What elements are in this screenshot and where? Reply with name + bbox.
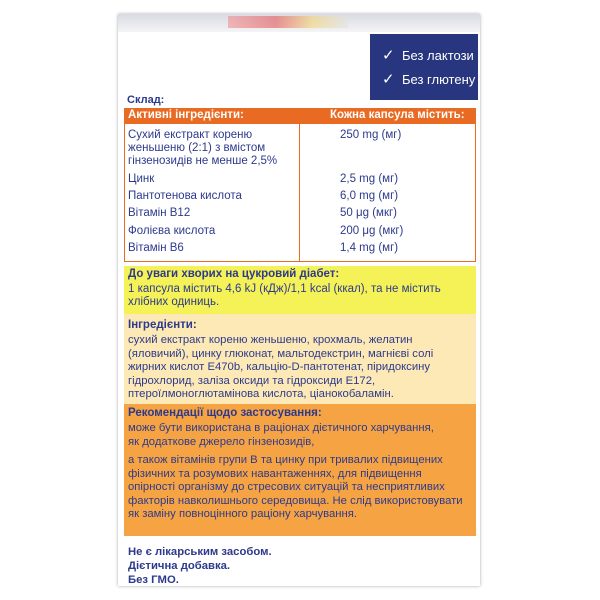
table-row-ginseng	[128, 129, 277, 168]
row-value: 200 μg (мкг)	[340, 225, 404, 237]
recommendations-heading: Рекомендації щодо застосування:	[128, 407, 322, 419]
badge-item-label: Без глютену	[402, 71, 476, 87]
ingredients-text	[128, 334, 472, 402]
diabetes-text	[128, 283, 468, 309]
text-line: фізичних та розумових навантаженнях, для підвищення	[128, 467, 422, 480]
text-line: як заміну повноцінного раціону харчування.	[128, 508, 358, 521]
composition-table-header	[124, 108, 476, 124]
box-top-edge	[118, 14, 480, 32]
recommendations-text-b	[128, 454, 474, 522]
table-row-folic: Фолієва кислота	[128, 225, 216, 237]
table-row-zinc: Цинк	[128, 173, 155, 185]
table-row-b12: Вітамін В12	[128, 207, 191, 219]
badge-item-lactose	[382, 44, 474, 66]
text-line: птероїлмоноглютамінова кислота, ціанокобаламін.	[128, 388, 394, 401]
row-value: 250 mg (мг)	[340, 129, 402, 141]
ingredients-heading: Інгредієнти:	[128, 319, 197, 331]
badge-item-label: Без лактози	[402, 47, 474, 63]
text-line: факторів навколишнього середовища. Не слід використовувати	[128, 494, 463, 507]
header-per-capsule: Кожна капсула містить:	[330, 109, 465, 121]
footer-dietary-supplement: Дієтична добавка.	[128, 560, 231, 572]
row-value: 6,0 mg (мг)	[340, 190, 399, 202]
footer-not-medicine: Не є лікарським засобом.	[128, 546, 272, 558]
ingredients-section	[124, 314, 476, 404]
product-box-back	[118, 14, 480, 586]
table-row-b6: Вітамін В6	[128, 242, 184, 254]
text-line: хлібних одиниць.	[128, 296, 220, 308]
recommendations-section	[124, 404, 476, 536]
row-name-line: гінзенозидів не менше 2,5%	[128, 155, 278, 167]
check-icon: ✓	[382, 46, 395, 64]
text-line: жирних кислот Е470b, кальцію-D-пантотенат, піридоксину	[128, 361, 431, 374]
footer-no-gmo: Без ГМО.	[128, 574, 179, 586]
text-line: опірності організму до стресових ситуацій та несприятливих	[128, 481, 445, 494]
badge-item-gluten	[382, 68, 475, 90]
row-value: 2,5 mg (мг)	[340, 173, 399, 185]
table-column-divider	[299, 124, 300, 262]
top-logo-strip	[228, 16, 348, 28]
check-icon: ✓	[382, 70, 395, 88]
composition-title: Склад:	[127, 94, 165, 106]
row-name-line: женьшеню (2:1) з вмістом	[128, 142, 266, 154]
text-line: а також вітамінів групи В та цинку при тривалих підвищених	[128, 454, 443, 466]
free-from-badge	[370, 34, 478, 100]
header-active-ingredients: Активні інгредієнти:	[128, 109, 244, 121]
text-line: сухий екстракт кореню женьшеню, крохмаль, желатин	[128, 334, 413, 346]
row-value: 1,4 mg (мг)	[340, 242, 399, 254]
diabetes-heading: До уваги хворих на цукровий діабет:	[128, 268, 340, 280]
recommendations-text-a	[128, 422, 472, 449]
text-line: 1 капсула містить 4,6 kJ (кДж)/1,1 kcal (ккал), та не містить	[128, 283, 441, 295]
text-line: (яловичий), цинку глюконат, мальтодекстрин, магнієві солі	[128, 347, 434, 360]
table-row-pantothenic: Пантотенова кислота	[128, 190, 242, 202]
text-line: гідрохлорид, заліза оксиди та гідроксиди Е172,	[128, 374, 376, 387]
row-name-line: Сухий екстракт кореню	[128, 129, 253, 141]
row-value: 50 μg (мкг)	[340, 207, 397, 219]
text-line: може бути використана в раціонах дієтичного харчування,	[128, 422, 434, 434]
text-line: як додаткове джерело гінзенозидів,	[128, 435, 315, 448]
